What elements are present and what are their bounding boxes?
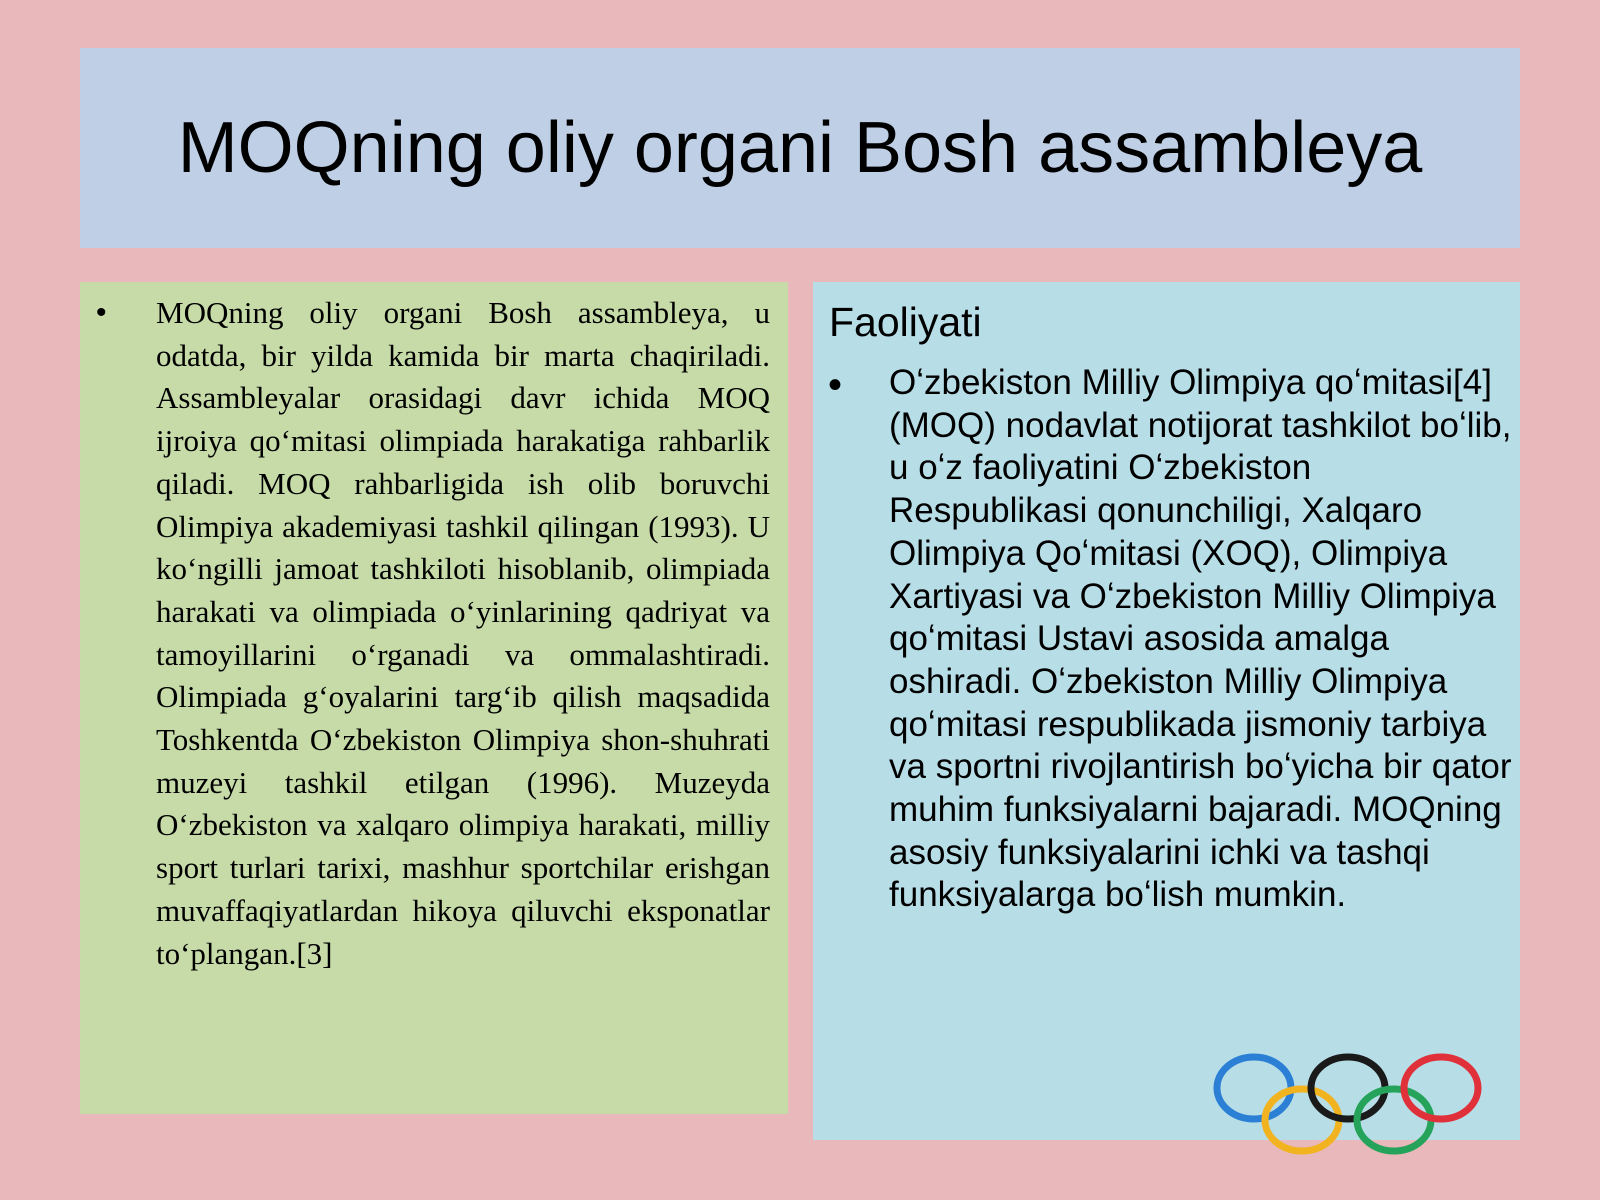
bullet-icon: •	[96, 296, 107, 329]
olympic-rings-icon	[1212, 1050, 1484, 1158]
bullet-icon: •	[828, 363, 843, 407]
ring-blue	[1217, 1057, 1291, 1119]
slide-title: MOQning oliy organi Bosh assambleya	[177, 108, 1423, 188]
left-paragraph: MOQning oliy organi Bosh assambleya, u odatda, bir yilda kamida bir marta chaqiriladi. Assambleyalar orasidagi davr ichida MOQ ijroiya qoʻmitasi olimpiada harakatiga rahbarlik qiladi. MOQ rahbarligida ish olib boruvchi Olimpiya akademiyasi tashkil qilingan (1993). U koʻngilli jamoat tashkiloti hisoblanib, olimpiada harakati va olimpiada oʻyinlarining qadriyat va tamoyillarini oʻrganadi va ommalashtiradi. Olimpiada gʻoyalarini targʻib qilish maqsadida Toshkentda Oʻzbekiston Olimpiya shon-shuhrati muzeyi tashkil etilgan (1996). Muzeyda Oʻzbekiston va xalqaro olimpiya harakati, milliy sport turlari tarixi, mashhur sportchilar erishgan muvaffaqiyatlardan hikoya qiluvchi eksponatlar toʻplangan.[3]	[156, 295, 770, 971]
title-box	[80, 48, 1520, 248]
ring-yellow	[1265, 1089, 1339, 1151]
left-text-panel	[80, 282, 788, 1114]
ring-red	[1404, 1057, 1478, 1119]
ring-green	[1357, 1089, 1431, 1151]
activity-heading: Faoliyati	[829, 299, 982, 345]
right-text-panel	[813, 282, 1520, 1140]
ring-black	[1311, 1057, 1385, 1119]
right-paragraph: Oʻzbekiston Milliy Olimpiya qoʻmitasi[4] (MOQ) nodavlat notijorat tashkilot boʻlib, u oʻz faoliyatini Oʻzbekiston Respublikasi qonunchiligi, Xalqaro Olimpiya Qoʻmitasi (XOQ), Olimpiya Xartiyasi va Oʻzbekiston Milliy Olimpiya qoʻmitasi Ustavi asosida amalga oshiradi. Oʻzbekiston Milliy Olimpiya qoʻmitasi respublikada jismoniy tarbiya va sportni rivojlantirish boʻyicha bir qator muhim funksiyalarni bajaradi. MOQning asosiy funksiyalarini ichki va tashqi funksiyalarga boʻlish mumkin.	[889, 363, 1512, 915]
